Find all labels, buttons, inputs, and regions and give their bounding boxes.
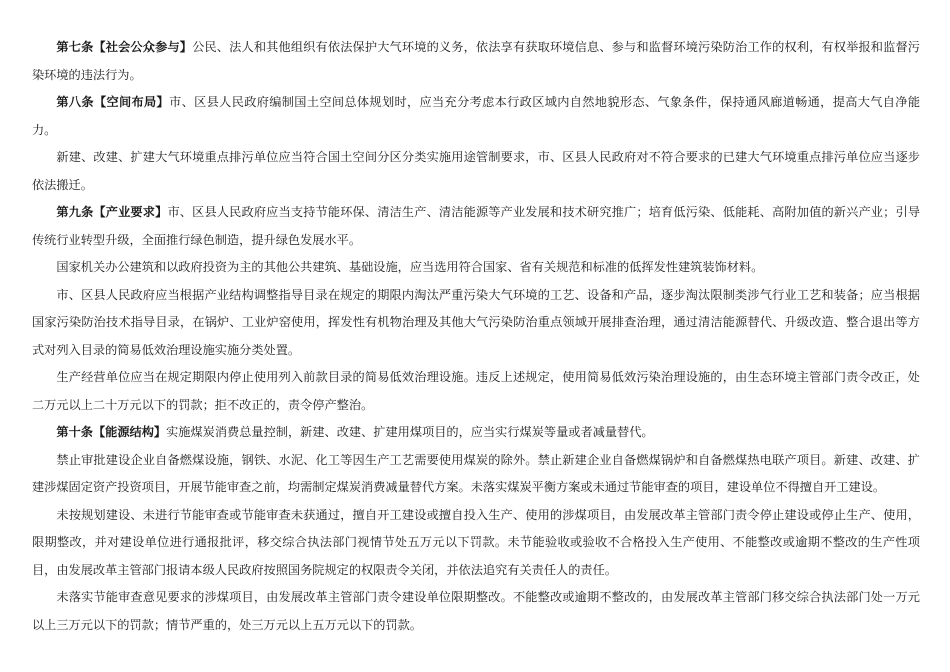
paragraph-article-9-3 xyxy=(32,282,920,365)
paragraph-text: 市、区县人民政府编制国土空间总体规划时，应当充分考虑本行政区域内自然地貌形态、气象条件，保持通风廊道畅通，提高大气自净能力。 xyxy=(32,95,921,137)
paragraph-article-9-4 xyxy=(32,364,920,419)
paragraph-article-7 xyxy=(32,34,920,89)
paragraph-text: 公民、法人和其他组织有依法保护大气环境的义务，依法享有获取环境信息、参与和监督环境污染防治工作的权利，有权举报和监督污染环境的违法行为。 xyxy=(32,40,920,82)
paragraph-text: 国家机关办公建筑和以政府投资为主的其他公共建筑、基础设施，应当选用符合国家、省有关规范和标准的低挥发性建筑装饰材料。 xyxy=(56,260,764,274)
paragraph-article-10-3 xyxy=(32,502,920,585)
article-heading: 第十条【能源结构】 xyxy=(56,425,167,439)
article-heading: 第七条【社会公众参与】 xyxy=(56,40,193,54)
paragraph-article-10-2 xyxy=(32,447,920,502)
paragraph-article-9-2 xyxy=(32,254,920,282)
paragraph-text: 新建、改建、扩建大气环境重点排污单位应当符合国土空间分区分类实施用途管制要求，市、区县人民政府对不符合要求的已建大气环境重点排污单位应当逐步依法搬迁。 xyxy=(32,150,920,192)
paragraph-text: 禁止审批建设企业自备燃煤设施，钢铁、水泥、化工等因生产工艺需要使用煤炭的除外。禁止新建企业自备燃煤锅炉和自备燃煤热电联产项目。新建、改建、扩建涉煤固定资产投资项目，开展节能审查之前，均需制定煤炭消费减量替代方案。未落实煤炭平衡方案或未通过节能审查的项目，建设单位不得擅自开工建设。 xyxy=(32,452,920,494)
paragraph-article-10-4 xyxy=(32,584,920,639)
paragraph-article-8-2 xyxy=(32,144,920,199)
paragraph-text: 市、区县人民政府应当支持节能环保、清洁生产、清洁能源等产业发展和技术研究推广；培育低污染、低能耗、高附加值的新兴产业；引导传统行业转型升级，全面推行绿色制造，提升绿色发展水平。 xyxy=(32,205,921,247)
paragraph-article-8 xyxy=(32,89,920,144)
paragraph-text: 市、区县人民政府应当根据产业结构调整指导目录在规定的期限内淘汰严重污染大气环境的工艺、设备和产品，逐步淘汰限制类涉气行业工艺和装备；应当根据国家污染防治技术指导目录，在锅炉、工业炉窑使用，挥发性有机物治理及其他大气污染防治重点领域开展排查治理，通过清洁能源替代、升级改造、整合退出等方式对列入目录的简易低效治理设施实施分类处置。 xyxy=(32,287,920,357)
paragraph-text: 未按规划建设、未进行节能审查或节能审查未获通过，擅自开工建设或擅自投入生产、使用的涉煤项目，由发展改革主管部门责令停止建设或停止生产、使用，限期整改，并对建设单位进行通报批评，移交综合执法部门视情节处五万元以下罚款。未节能验收或验收不合格投入生产使用、不能整改或逾期不整改的生产性项目，由发展改革主管部门报请本级人民政府按照国务院规定的权限责令关闭，并依法追究有关责任人的责任。 xyxy=(32,507,920,577)
paragraph-text: 实施煤炭消费总量控制，新建、改建、扩建用煤项目的，应当实行煤炭等量或者减量替代。 xyxy=(166,425,654,439)
paragraph-text: 未落实节能审查意见要求的涉煤项目，由发展改革主管部门责令建设单位限期整改。不能整改或逾期不整改的，由发展改革主管部门移交综合执法部门处一万元以上三万元以下的罚款；情节严重的，处三万元以上五万元以下的罚款。 xyxy=(32,590,920,632)
article-heading: 第八条【空间布局】 xyxy=(56,95,170,109)
paragraph-article-10 xyxy=(32,419,920,447)
paragraph-text: 生产经营单位应当在规定期限内停止使用列入前款目录的简易低效治理设施。违反上述规定，使用简易低效污染治理设施的，由生态环境主管部门责令改正，处二万元以上二十万元以下的罚款；拒不改正的，责令停产整治。 xyxy=(32,370,920,412)
article-heading: 第九条【产业要求】 xyxy=(56,205,168,219)
paragraph-article-9 xyxy=(32,199,920,254)
